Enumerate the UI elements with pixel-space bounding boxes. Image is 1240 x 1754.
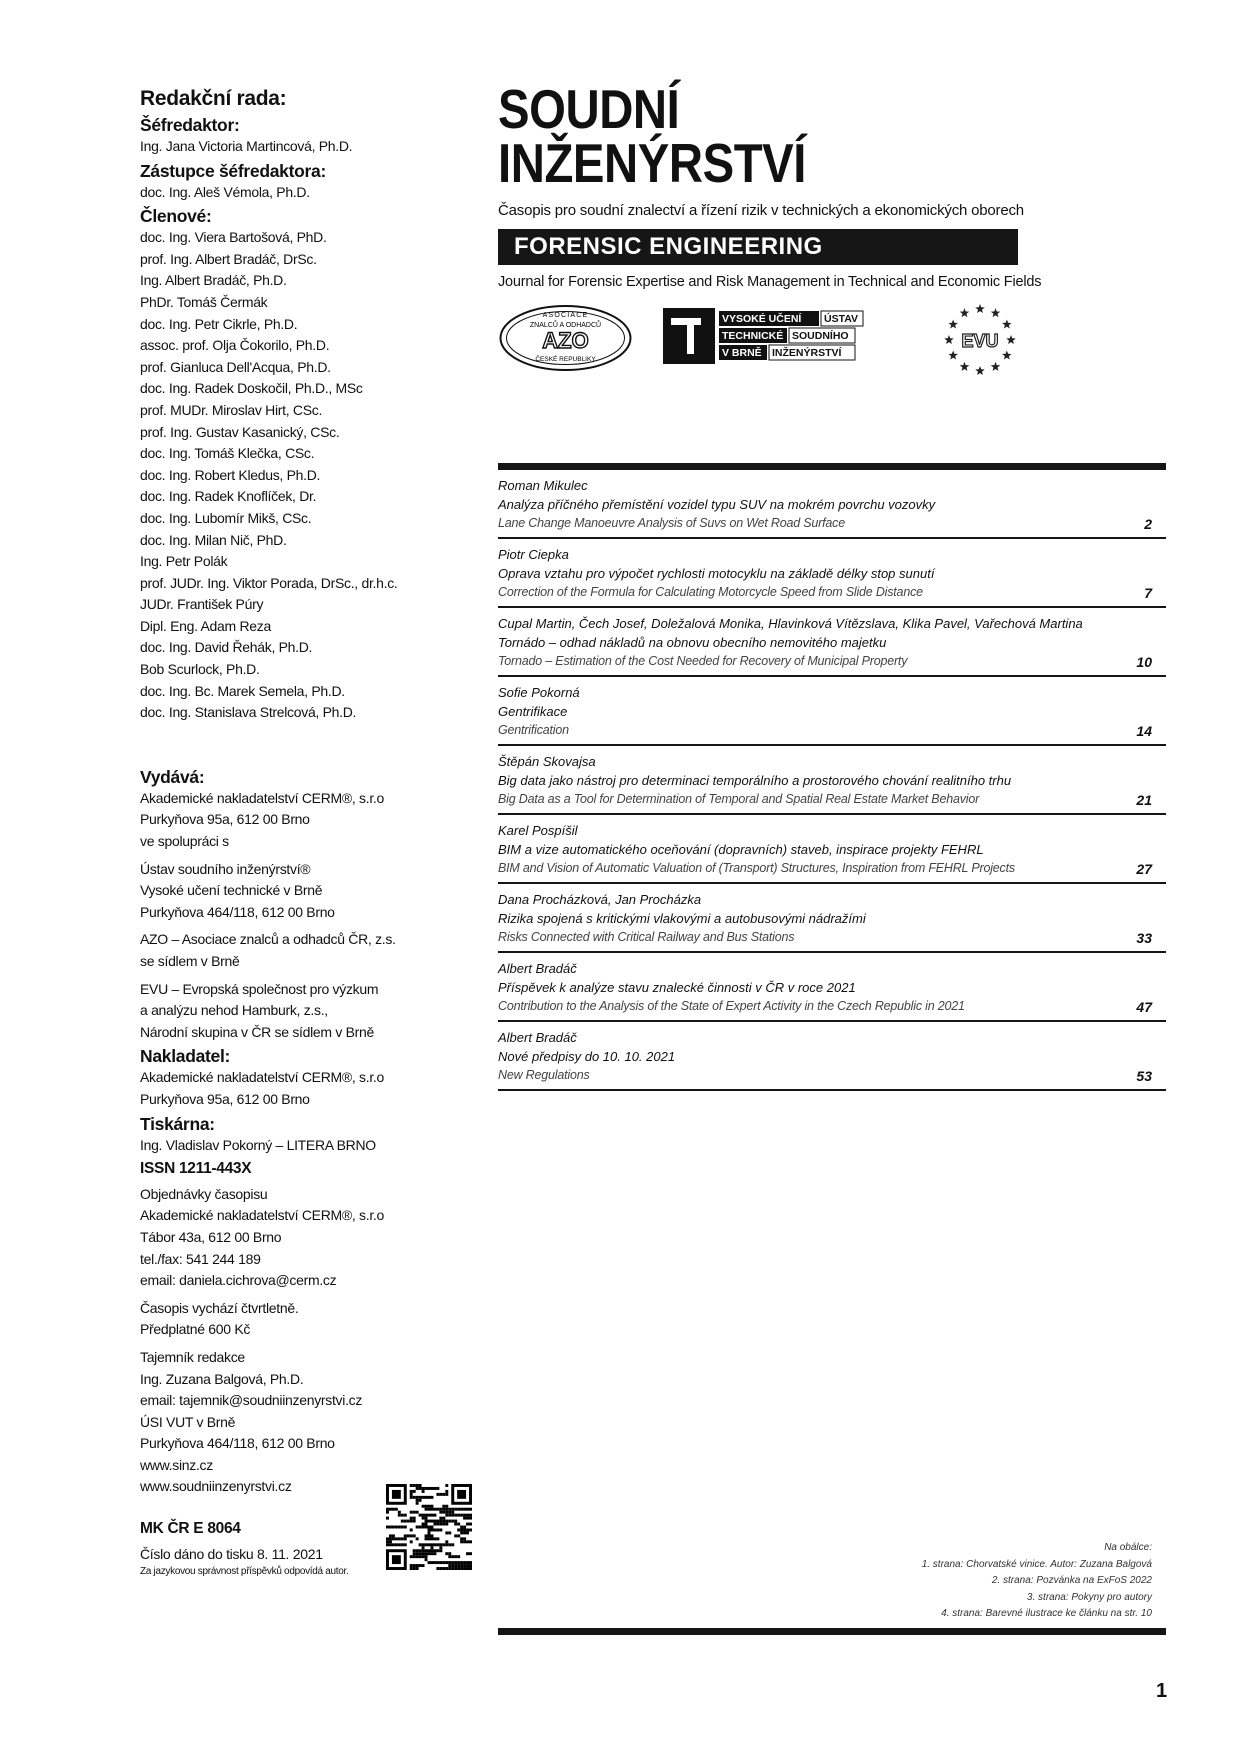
toc-title-czech: Gentrifikace: [498, 704, 568, 719]
text-line: 3. strana: Pokyny pro autory: [1026, 1591, 1152, 1603]
text-line: AZO – Asociace znalců a odhadců ČR, z.s.: [140, 931, 396, 948]
vut-logo-icon: [663, 308, 883, 364]
text-line: Purkyňova 95a, 612 00 Brno: [140, 811, 310, 828]
page-number: 1: [1156, 1680, 1168, 1702]
member-name: prof. Gianluca Dell'Acqua, Ph.D.: [140, 358, 331, 375]
tiskarna-name: Ing. Vladislav Pokorný – LITERA BRNO: [140, 1136, 376, 1153]
tiskarna-label: Tiskárna:: [140, 1113, 215, 1134]
member-name: doc. Ing. Tomáš Klečka, CSc.: [140, 445, 315, 462]
nakladatel-label: Nakladatel:: [140, 1046, 231, 1067]
toc-entry[interactable]: [498, 884, 1166, 953]
publisher-block-2: [140, 859, 440, 924]
orders-block: [140, 1184, 440, 1292]
toc-page-number: 53: [1136, 1068, 1152, 1084]
member-name: doc. Ing. Radek Doskočil, Ph.D., MSc: [140, 380, 363, 397]
toc-page-number: 10: [1136, 654, 1152, 670]
toc-title-english: Lane Change Manoeuvre Analysis of Suvs on Wet Road Surface: [498, 516, 845, 530]
journal-title: [498, 78, 807, 194]
member-name: Ing. Petr Polák: [140, 553, 228, 570]
text-line: EVU – Evropská společnost pro výzkum: [140, 980, 379, 997]
star-icon: [944, 335, 954, 344]
text-line: Ústav soudního inženýrství®: [140, 860, 311, 877]
text-line: email: daniela.cichrova@cerm.cz: [140, 1272, 337, 1289]
evu-logo-icon: [940, 300, 1020, 380]
member-name: doc. Ing. Radek Knoflíček, Dr.: [140, 488, 317, 505]
member-name: doc. Ing. Milan Nič, PhD.: [140, 531, 287, 548]
svg-text:TECHNICKÉ: TECHNICKÉ: [722, 330, 784, 342]
publisher-block-3: [140, 929, 440, 972]
subtitle-english: Journal for Forensic Expertise and Risk Management in Technical and Economic Fields: [498, 274, 1042, 290]
secretary-block: [140, 1347, 440, 1498]
text-line: ÚSI VUT v Brně: [140, 1413, 236, 1430]
text-line: 4. strana: Barevné ilustrace ke článku na str. 10: [941, 1608, 1152, 1619]
title-line-1: SOUDNÍ: [498, 78, 680, 140]
deputy-name: doc. Ing. Aleš Vémola, Ph.D.: [140, 183, 310, 200]
toc-page-number: 27: [1136, 861, 1152, 877]
star-icon: [948, 351, 958, 360]
svg-text:ÚSTAV: ÚSTAV: [824, 313, 859, 325]
language-disclaimer: Za jazykovou správnost příspěvků odpovídá autor.: [140, 1566, 349, 1578]
toc-title-english: Correction of the Formula for Calculating Motorcycle Speed from Slide Distance: [498, 585, 923, 599]
text-line: www.sinz.cz: [140, 1456, 213, 1473]
star-icon: [960, 308, 970, 317]
member-name: doc. Ing. Petr Cikrle, Ph.D.: [140, 315, 298, 332]
member-name: prof. Ing. Albert Bradáč, DrSc.: [140, 250, 317, 267]
toc-author: Štěpán Skovajsa: [498, 754, 596, 769]
text-line: Tajemník redakce: [140, 1348, 245, 1365]
toc-author: Dana Procházková, Jan Procházka: [498, 892, 702, 907]
svg-text:SOUDNÍHO: SOUDNÍHO: [792, 330, 849, 342]
member-name: assoc. prof. Olja Čokorilo, Ph.D.: [140, 337, 330, 354]
table-of-contents: [498, 463, 1166, 1091]
cover-notes-heading: Na obálce:: [1104, 1542, 1152, 1553]
toc-page-number: 33: [1136, 930, 1152, 946]
mk-registration: MK ČR E 8064: [140, 1520, 241, 1538]
toc-page-number: 14: [1136, 723, 1152, 739]
star-icon: [975, 304, 985, 313]
title-line-2: INŽENÝRSTVÍ: [498, 132, 807, 194]
subtitle-czech: Časopis pro soudní znalectví a řízení rizik v technických a ekonomických oborech: [498, 202, 1024, 219]
text-line: Akademické nakladatelství CERM®, s.r.o: [140, 1207, 385, 1224]
toc-entry[interactable]: [498, 470, 1166, 539]
members-list: [140, 227, 440, 724]
text-line: Předplatné 600 Kč: [140, 1321, 251, 1338]
toc-author: Roman Mikulec: [498, 478, 588, 493]
member-name: doc. Ing. David Řehák, Ph.D.: [140, 639, 313, 656]
toc-entry[interactable]: [498, 746, 1166, 815]
toc-entry[interactable]: [498, 815, 1166, 884]
cover-notes: [922, 1540, 1152, 1623]
text-line: ve spolupráci s: [140, 833, 229, 850]
toc-author: Sofie Pokorná: [498, 685, 580, 700]
toc-author: Albert Bradáč: [498, 1030, 577, 1045]
star-icon: [1002, 320, 1012, 329]
text-line: Akademické nakladatelství CERM®, s.r.o: [140, 1069, 385, 1086]
star-icon: [991, 308, 1001, 317]
members-label: Členové:: [140, 206, 212, 227]
toc-title-english: Tornado – Estimation of the Cost Needed for Recovery of Municipal Property: [498, 654, 908, 668]
text-line: a analýzu nehod Hamburk, z.s.,: [140, 1002, 328, 1019]
print-date: Číslo dáno do tisku 8. 11. 2021: [140, 1545, 323, 1562]
toc-entry[interactable]: [498, 539, 1166, 608]
text-line: tel./fax: 541 244 189: [140, 1250, 261, 1267]
svg-text:ASOCIACE: ASOCIACE: [542, 312, 589, 319]
chief-name: Ing. Jana Victoria Martincová, Ph.D.: [140, 138, 353, 154]
member-name: doc. Ing. Stanislava Strelcová, Ph.D.: [140, 704, 357, 721]
deputy-label: Zástupce šéfredaktora:: [140, 160, 326, 181]
star-icon: [991, 362, 1001, 371]
toc-page-number: 2: [1144, 516, 1152, 532]
chief-label: Šéfredaktor:: [140, 115, 240, 135]
cover-notes-lines: [922, 1557, 1152, 1623]
azo-logo-icon: [498, 304, 633, 372]
toc-title-czech: Big data jako nástroj pro determinaci temporálního a prostorového chování realitního trhu: [498, 773, 1012, 788]
member-name: Ing. Albert Bradáč, Ph.D.: [140, 272, 287, 289]
toc-page-number: 21: [1136, 792, 1152, 808]
qr-code-icon: [386, 1484, 472, 1570]
text-line: email: tajemnik@soudniinzenyrstvi.cz: [140, 1392, 363, 1409]
member-name: JUDr. František Púry: [140, 596, 264, 613]
text-line: 2. strana: Pozvánka na ExFoS 2022: [991, 1575, 1152, 1586]
text-line: Vysoké učení technické v Brně: [140, 882, 323, 899]
text-line: se sídlem v Brně: [140, 953, 240, 969]
text-line: Tábor 43a, 612 00 Brno: [140, 1228, 282, 1245]
text-line: Purkyňova 95a, 612 00 Brno: [140, 1090, 310, 1107]
star-icon: [1002, 351, 1012, 360]
star-icon: [960, 362, 970, 371]
nakladatel-block: [140, 1067, 440, 1110]
bottom-rule: [498, 1628, 1166, 1635]
text-line: Objednávky časopisu: [140, 1185, 268, 1202]
issn: ISSN 1211-443X: [140, 1160, 252, 1178]
member-name: doc. Ing. Bc. Marek Semela, Ph.D.: [140, 682, 345, 699]
toc-page-number: 47: [1136, 999, 1152, 1015]
toc-title-czech: Oprava vztahu pro výpočet rychlosti motocyklu na základě délky stop sunutí: [498, 566, 935, 581]
toc-title-czech: BIM a vize automatického oceňování (dopravních) staveb, inspirace projekty FEHRL: [498, 842, 984, 857]
frequency-block: [140, 1298, 440, 1341]
toc-entry[interactable]: [498, 953, 1166, 1022]
star-icon: [975, 366, 985, 375]
text-line: www.soudniinzenyrstvi.cz: [140, 1478, 292, 1495]
evu-logo-text: EVU: [961, 331, 999, 351]
text-line: Purkyňova 464/118, 612 00 Brno: [140, 1435, 335, 1452]
toc-title-czech: Příspěvek k analýze stavu znalecké činnosti v ČR v roce 2021: [498, 980, 856, 995]
toc-title-czech: Nové předpisy do 10. 10. 2021: [498, 1049, 676, 1064]
toc-entry[interactable]: [498, 608, 1166, 677]
toc-title-czech: Rizika spojená s kritickými vlakovými a autobusovými nádražími: [498, 911, 866, 926]
editorial-column: [140, 86, 440, 1579]
toc-title-english: BIM and Vision of Automatic Valuation of (Transport) Structures, Inspiration from FEHRL Projects: [498, 861, 1015, 875]
member-name: PhDr. Tomáš Čermák: [140, 293, 268, 310]
toc-title-czech: Tornádo – odhad nákladů na obnovu obecního nemovitého majetku: [498, 635, 887, 650]
svg-text:V BRNĚ: V BRNĚ: [722, 347, 762, 359]
svg-text:INŽENÝRSTVÍ: INŽENÝRSTVÍ: [772, 347, 842, 359]
text-line: 1. strana: Chorvatské vinice. Autor: Zuzana Balgová: [921, 1558, 1152, 1570]
text-line: Časopis vychází čtvrtletně.: [140, 1299, 299, 1316]
publisher-block-1: [140, 788, 440, 853]
forensic-engineering-band: [498, 229, 1018, 265]
publisher-block-4: [140, 979, 440, 1044]
board-heading: Redakční rada:: [140, 87, 287, 110]
svg-text:VYSOKÉ UČENÍ: VYSOKÉ UČENÍ: [722, 313, 802, 325]
toc-title-english: Gentrification: [498, 723, 569, 737]
toc-title-english: Big Data as a Tool for Determination of Temporal and Spatial Real Estate Market Behavior: [498, 792, 980, 806]
toc-author: Piotr Ciepka: [498, 547, 569, 562]
member-name: prof. JUDr. Ing. Viktor Porada, DrSc., dr.h.c.: [140, 574, 398, 591]
text-line: Ing. Zuzana Balgová, Ph.D.: [140, 1370, 304, 1387]
star-icon: [1006, 335, 1016, 344]
toc-entry[interactable]: [498, 677, 1166, 746]
toc-author: Karel Pospíšil: [498, 823, 578, 838]
member-name: Bob Scurlock, Ph.D.: [140, 661, 260, 678]
toc-author: Cupal Martin, Čech Josef, Doležalová Monika, Hlavinková Vítězslava, Klika Pavel, Vařechová Martina: [498, 616, 1083, 631]
member-name: prof. Ing. Gustav Kasanický, CSc.: [140, 423, 340, 440]
member-name: doc. Ing. Robert Kledus, Ph.D.: [140, 466, 321, 483]
text-line: Národní skupina v ČR se sídlem v Brně: [140, 1023, 375, 1040]
toc-title-english: Risks Connected with Critical Railway and Bus Stations: [498, 930, 795, 944]
svg-text:ČESKÉ REPUBLIKY: ČESKÉ REPUBLIKY: [535, 356, 596, 363]
svg-text:ZNALCŮ A ODHADCŮ: ZNALCŮ A ODHADCŮ: [529, 322, 602, 329]
toc-title-czech: Analýza příčného přemístění vozidel typu SUV na mokrém povrchu vozovky: [498, 497, 936, 512]
publisher-label: Vydává:: [140, 766, 205, 787]
star-icon: [948, 320, 958, 329]
svg-text:AZO: AZO: [542, 328, 589, 353]
band-title: FORENSIC ENGINEERING: [514, 233, 823, 260]
partner-logos: [498, 300, 1038, 380]
member-name: doc. Ing. Viera Bartošová, PhD.: [140, 229, 327, 246]
toc-entry[interactable]: [498, 1022, 1166, 1091]
member-name: Dipl. Eng. Adam Reza: [140, 617, 271, 634]
text-line: Akademické nakladatelství CERM®, s.r.o: [140, 789, 385, 806]
toc-title-english: New Regulations: [498, 1068, 590, 1082]
member-name: doc. Ing. Lubomír Mikš, CSc.: [140, 509, 312, 526]
text-line: Purkyňova 464/118, 612 00 Brno: [140, 903, 335, 920]
toc-page-number: 7: [1144, 585, 1152, 601]
toc-author: Albert Bradáč: [498, 961, 577, 976]
toc-title-english: Contribution to the Analysis of the State of Expert Activity in the Czech Republic in 2021: [498, 999, 965, 1013]
member-name: prof. MUDr. Miroslav Hirt, CSc.: [140, 401, 323, 418]
